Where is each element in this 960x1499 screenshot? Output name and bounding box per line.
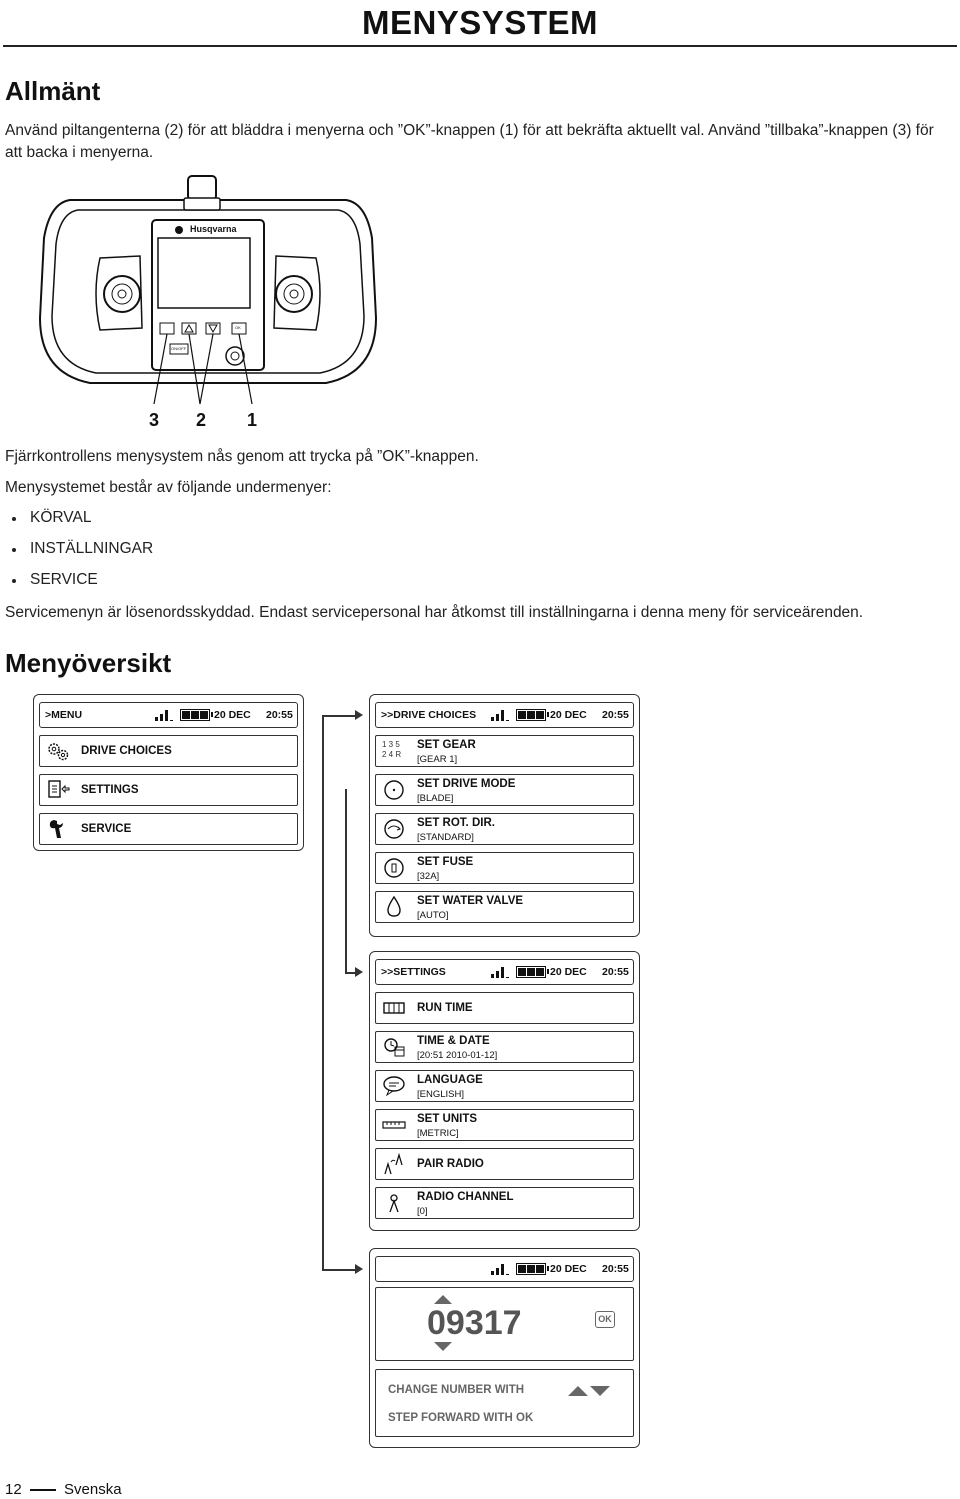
wrench-icon <box>46 818 70 840</box>
menu-item-value: [GEAR 1] <box>417 754 458 765</box>
page-number: 12 <box>5 1481 22 1498</box>
screen-title: >>SETTINGS <box>381 966 446 978</box>
status-date: 20 DEC <box>214 709 251 721</box>
signal-icon <box>491 709 509 721</box>
menu-item-set-units[interactable] <box>375 1109 634 1141</box>
onoff-button-label: ON/OFF <box>171 346 187 351</box>
service-note: Servicemenyn är lösenordsskyddad. Endast servicepersonal har åtkomst till inställningarna i denna meny för serviceärenden. <box>5 604 864 621</box>
status-bar <box>375 702 634 728</box>
section-heading-overview: Menyöversikt <box>5 648 172 678</box>
menu-item-label: PAIR RADIO <box>417 1158 484 1170</box>
connector-line <box>322 715 356 717</box>
menu-item-value: [AUTO] <box>417 910 449 921</box>
menu-item-value: [ENGLISH] <box>417 1089 464 1100</box>
status-date: 20 DEC <box>550 709 587 721</box>
speech-bubble-icon <box>382 1075 406 1097</box>
menu-item-label: TIME & DATE <box>417 1035 490 1047</box>
menu-item-value: [0] <box>417 1206 428 1217</box>
brand-logo-text: Husqvarna <box>190 224 237 234</box>
menu-item-label: SERVICE <box>81 823 132 835</box>
menu-item-value: [BLADE] <box>417 793 454 804</box>
rotation-direction-icon <box>382 818 406 840</box>
signal-icon <box>491 1263 509 1275</box>
signal-icon <box>155 709 173 721</box>
status-bar <box>375 959 634 985</box>
ok-icon[interactable]: OK <box>595 1311 615 1328</box>
menu-item-run-time[interactable] <box>375 992 634 1024</box>
callout-1: 1 <box>247 410 258 430</box>
access-text: Fjärrkontrollens menysystem nås genom att trycka på ”OK”-knappen. <box>5 448 479 465</box>
menu-item-label: SET FUSE <box>417 856 474 868</box>
status-bar <box>39 702 298 728</box>
settings-document-icon <box>46 779 70 801</box>
instructions-panel <box>375 1369 634 1437</box>
status-time: 20:55 <box>602 1263 629 1275</box>
remote-control-drawing <box>30 168 386 430</box>
connector-line <box>345 789 347 972</box>
title-divider <box>3 45 957 47</box>
page-footer <box>5 1481 122 1498</box>
service-password-screen <box>369 1248 640 1448</box>
ruler-icon <box>382 1114 406 1136</box>
bullet-text: KÖRVAL <box>30 509 92 526</box>
menu-item-settings[interactable] <box>39 774 298 806</box>
gears-icon <box>46 740 70 762</box>
down-arrow-icon <box>590 1386 610 1396</box>
callout-3: 3 <box>149 410 160 430</box>
status-time: 20:55 <box>602 709 629 721</box>
ok-button-label: OK <box>235 325 241 330</box>
menu-item-value: [STANDARD] <box>417 832 474 843</box>
menu-item-label: RUN TIME <box>417 1002 473 1014</box>
bullet-text: SERVICE <box>30 571 98 588</box>
menu-item-label: SET DRIVE MODE <box>417 778 516 790</box>
menu-item-time-date[interactable] <box>375 1031 634 1063</box>
battery-icon <box>516 966 546 978</box>
instruction-line-1: CHANGE NUMBER WITH <box>388 1384 525 1396</box>
status-bar <box>375 1256 634 1282</box>
instruction-line-2: STEP FORWARD WITH OK <box>388 1412 534 1424</box>
screen-title: >MENU <box>45 709 83 721</box>
remote-control-figure <box>30 168 386 430</box>
menu-item-value: [20:51 2010-01-12] <box>417 1050 498 1061</box>
status-time: 20:55 <box>602 966 629 978</box>
connector-arrow <box>355 1264 363 1274</box>
battery-icon <box>180 709 210 721</box>
menu-item-label: DRIVE CHOICES <box>81 745 172 757</box>
menu-item-set-gear[interactable] <box>375 735 634 767</box>
menu-item-label: SETTINGS <box>81 784 139 796</box>
up-arrow-icon[interactable] <box>434 1295 452 1304</box>
battery-icon <box>516 709 546 721</box>
menu-screen <box>33 694 304 851</box>
status-date: 20 DEC <box>550 966 587 978</box>
connector-line <box>322 1269 356 1271</box>
section-heading-general: Allmänt <box>5 76 101 106</box>
service-code-value[interactable]: 09317 <box>427 1304 522 1342</box>
signal-icon <box>491 966 509 978</box>
menu-item-value: [METRIC] <box>417 1128 459 1139</box>
submenus-intro: Menysystemet består av följande undermenyer: <box>5 479 332 496</box>
bullet-dot <box>12 548 16 552</box>
gear-shift-icon: 1 3 5 2 4 R <box>382 740 402 759</box>
menu-item-pair-radio[interactable] <box>375 1148 634 1180</box>
connector-arrow <box>355 710 363 720</box>
menu-item-drive-choices[interactable] <box>39 735 298 767</box>
menu-item-set-water-valve[interactable] <box>375 891 634 923</box>
drive-choices-screen <box>369 694 640 937</box>
bullet-item <box>5 571 305 591</box>
bullet-item <box>5 509 305 529</box>
page-title: MENYSYSTEM <box>361 4 598 41</box>
clock-calendar-icon <box>382 1036 406 1058</box>
menu-item-label: SET ROT. DIR. <box>417 817 495 829</box>
hour-counter-icon <box>382 997 406 1019</box>
code-entry-panel <box>375 1287 634 1361</box>
menu-item-label: SET GEAR <box>417 739 476 751</box>
menu-item-label: SET UNITS <box>417 1113 478 1125</box>
menu-item-set-drive-mode[interactable] <box>375 774 634 806</box>
water-drop-icon <box>382 896 406 918</box>
connector-arrow <box>355 967 363 977</box>
intro-paragraph: Använd piltangenterna (2) för att bläddra i menyerna och ”OK”-knappen (1) för att bekräfta aktuellt val. Använd ”tillbaka”-knappen (3) för att backa i menyerna. <box>5 122 934 161</box>
menu-item-label: LANGUAGE <box>417 1074 483 1086</box>
menu-item-label: RADIO CHANNEL <box>417 1191 514 1203</box>
callout-2: 2 <box>196 410 207 430</box>
drive-mode-icon <box>382 779 406 801</box>
footer-dash <box>30 1489 56 1491</box>
menu-item-set-fuse[interactable] <box>375 852 634 884</box>
fuse-icon <box>382 857 406 879</box>
up-arrow-icon <box>568 1386 588 1396</box>
bullet-text: INSTÄLLNINGAR <box>30 540 154 557</box>
screen-title: >>DRIVE CHOICES <box>381 709 477 721</box>
menu-item-radio-channel[interactable] <box>375 1187 634 1219</box>
footer-language: Svenska <box>64 1481 122 1498</box>
status-time: 20:55 <box>266 709 293 721</box>
settings-screen <box>369 951 640 1231</box>
status-date: 20 DEC <box>550 1263 587 1275</box>
down-arrow-icon[interactable] <box>434 1342 452 1351</box>
bullet-dot <box>12 517 16 521</box>
menu-item-language[interactable] <box>375 1070 634 1102</box>
radio-tower-icon <box>382 1192 406 1214</box>
connector-line <box>322 715 324 1269</box>
radio-antenna-icon <box>382 1153 406 1175</box>
battery-icon <box>516 1263 546 1275</box>
bullet-item <box>5 540 305 560</box>
menu-item-service[interactable] <box>39 813 298 845</box>
menu-item-label: SET WATER VALVE <box>417 895 524 907</box>
menu-item-value: [32A] <box>417 871 440 882</box>
menu-item-set-rot-dir[interactable] <box>375 813 634 845</box>
bullet-dot <box>12 579 16 583</box>
